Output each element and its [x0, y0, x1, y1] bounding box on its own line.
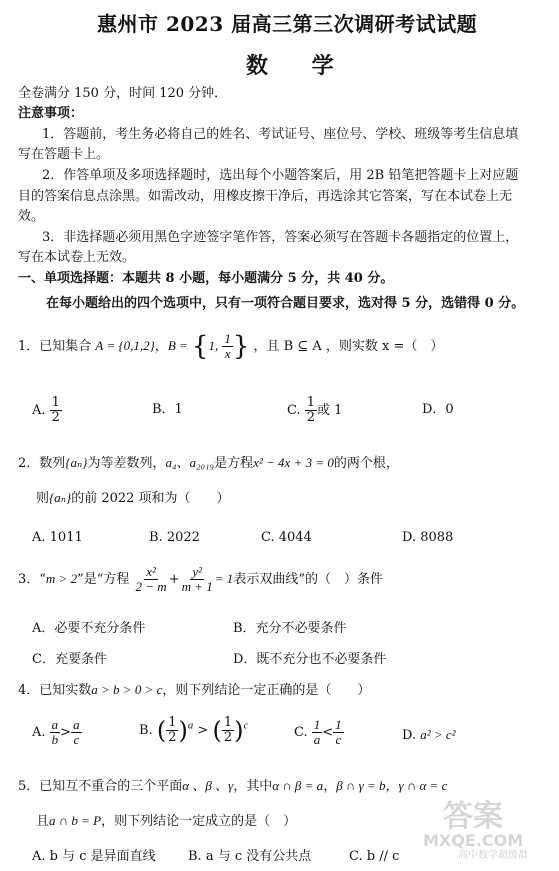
- q3-mid: ”是“方程: [77, 572, 130, 587]
- exam-title: 惠州市 2023 届高三第三次调研考试试题: [97, 12, 478, 36]
- question-3: [18, 565, 383, 594]
- q3-suffix: 表示双曲线”的（ ）条件: [233, 572, 383, 587]
- right-brace: }: [232, 331, 250, 362]
- q3-prefix: 3．“: [18, 572, 46, 587]
- q3-condition: m > 2: [45, 571, 78, 586]
- option-fraction: [333, 718, 344, 747]
- exponent: c: [243, 719, 249, 732]
- option-label: D.: [402, 728, 417, 743]
- option-label: C.: [294, 725, 308, 740]
- q2-equation: x² − 4x + 3 = 0: [253, 455, 334, 470]
- q2-text-f: 的前 2022 项和为（ ）: [71, 491, 230, 506]
- fraction-denominator: 2: [223, 730, 233, 745]
- q5-intersection-2: β ∩ γ = b，γ ∩ α = c: [336, 778, 448, 793]
- fraction-numerator: a: [73, 717, 80, 732]
- q1-option-a: [32, 396, 62, 425]
- fraction-denominator: m + 1: [181, 579, 213, 594]
- q1-prefix: 1．已知集合: [18, 339, 96, 354]
- q3-option-c: C．充要条件: [32, 652, 107, 667]
- q2-text-a: 2．数列: [18, 456, 66, 471]
- q2-terms: a₄、a₂₀₁₉: [165, 455, 215, 470]
- q3-fraction-2: [180, 565, 215, 594]
- q2-text-e: 则: [36, 491, 50, 506]
- q4-suffix: ，则下列结论一定正确的是（ ）: [162, 683, 371, 698]
- q1-option-c: [287, 396, 342, 425]
- question-2-line-2: [36, 489, 230, 508]
- q5-option-a: A. b 与 c 是异面直线: [32, 849, 156, 864]
- q2-option-b: B. 2022: [149, 530, 200, 545]
- q2-sequence: {aₙ}: [65, 455, 88, 470]
- q1-set-b-fraction: [222, 332, 233, 361]
- q4-option-a: [32, 718, 82, 747]
- fraction-numerator: x²: [146, 564, 156, 579]
- q5-planes: α 、β 、γ: [182, 778, 234, 793]
- note-2-line-3: 效。: [18, 209, 45, 224]
- q5-text-d: 且: [36, 814, 50, 829]
- q2-sequence-2: {aₙ}: [49, 490, 72, 505]
- question-5-line-2: [36, 812, 296, 831]
- q1-set-b-label: B =: [167, 338, 188, 353]
- watermark-text-1: 答案: [443, 799, 503, 834]
- option-label: A.: [32, 403, 46, 418]
- q2-text-b: 为等差数列，: [87, 456, 166, 471]
- fraction-numerator: 1: [306, 395, 316, 410]
- fraction-denominator: 2: [51, 410, 60, 425]
- fraction-numerator: 1: [224, 331, 231, 346]
- fraction-numerator: 1: [313, 717, 321, 732]
- q2-option-a: A. 1011: [32, 530, 83, 545]
- q1-comma: ，: [154, 339, 168, 354]
- subject-title: 数 学: [246, 53, 352, 79]
- option-expression: a² > c²: [420, 727, 456, 742]
- option-fraction: [50, 396, 62, 425]
- right-paren: ): [178, 716, 188, 745]
- fraction-denominator: c: [73, 732, 80, 747]
- fraction-numerator: y²: [192, 564, 203, 579]
- option-fraction: [312, 718, 323, 747]
- note-1-line-2: 写在答题卡上。: [18, 147, 110, 162]
- option-fraction: [222, 716, 234, 745]
- q1-option-b: B．1: [152, 402, 183, 417]
- watermark-text-2: MXQE.COM: [423, 831, 524, 850]
- q4-option-b: [139, 716, 248, 745]
- fraction-numerator: 1: [51, 395, 60, 410]
- option-fraction: [305, 396, 317, 425]
- q1-option-d: D．0: [422, 402, 454, 417]
- left-brace: {: [191, 331, 209, 362]
- question-2-line-1: [18, 454, 399, 473]
- q5-text-b: ，其中: [233, 779, 273, 794]
- q5-option-c: C. b // c: [349, 849, 400, 864]
- q4-option-c: [294, 718, 344, 747]
- fraction-denominator: b: [51, 732, 59, 747]
- option-label: B.: [139, 723, 153, 738]
- note-2-line-1: 2．作答单项及多项选择题时，选出每个小题答案后，用 2B 铅笔把答题卡上对应题: [42, 168, 519, 183]
- fraction-denominator: a: [313, 732, 321, 747]
- section-1-heading: 一、单项选择题：本题共 8 小题，每小题满分 5 分，共 40 分。: [18, 271, 394, 286]
- option-fraction: [50, 718, 61, 747]
- comparison-operator: >: [197, 723, 209, 738]
- right-paren: ): [234, 716, 244, 745]
- q4-prefix: 4．已知实数: [18, 683, 92, 698]
- q5-text-c: ，: [323, 779, 337, 794]
- fraction-denominator: 2: [168, 730, 177, 745]
- option-fraction: [166, 716, 178, 745]
- exponent: a: [187, 719, 194, 732]
- q1-set-b-first: 1,: [208, 338, 219, 353]
- q1-set-a: A = {0,1,2}: [95, 338, 155, 353]
- q2-option-c: C. 4044: [261, 530, 312, 545]
- watermark-text-3: 高中数学超级群: [458, 850, 528, 861]
- q2-option-d: D. 8088: [402, 530, 454, 545]
- plus-sign: +: [168, 572, 180, 587]
- q3-option-b: B．充分不必要条件: [233, 621, 347, 636]
- fraction-numerator: 1: [223, 715, 233, 730]
- fraction-denominator: x: [224, 346, 231, 361]
- option-tail: 或 1: [317, 403, 343, 418]
- q3-option-a: A．必要不充分条件: [32, 621, 146, 636]
- section-1-instruction: 在每小题给出的四个选项中，只有一项符合题目要求，选对得 5 分，选错得 0 分。: [46, 296, 525, 311]
- q4-option-d: [402, 726, 456, 745]
- q2-text-d: 的两个根，: [333, 456, 399, 471]
- option-fraction: [71, 718, 82, 747]
- note-3-line-1: 3．非选择题必须用黑色字迹签字笔作答，答案必须写在答题卡各题指定的位置上，: [42, 230, 519, 245]
- fraction-numerator: 1: [335, 717, 342, 732]
- q2-text-c: 是方程: [214, 456, 254, 471]
- left-paren: (: [212, 716, 222, 745]
- q3-fraction-1: [134, 565, 169, 594]
- fraction-numerator: 1: [168, 715, 177, 730]
- fraction-denominator: 2: [306, 410, 316, 425]
- q3-equals: = 1: [214, 571, 234, 586]
- comparison-operator: <: [322, 725, 334, 740]
- q1-condition: ，且 B ⊆ A ，则实数 x =（ ）: [253, 339, 444, 354]
- note-1-line-1: 1．答题前，考生务必将自己的姓名、考试证号、座位号、学校、班级等考生信息填: [42, 127, 519, 142]
- q5-text-a: 5．已知互不重合的三个平面: [18, 779, 183, 794]
- watermark-logo: [403, 796, 553, 861]
- option-label: A.: [32, 725, 46, 740]
- fraction-denominator: 2 − m: [135, 579, 167, 594]
- question-4: [18, 681, 370, 700]
- note-3-line-2: 写在本试卷上无效。: [18, 250, 136, 265]
- score-time-info: 全卷满分 150 分，时间 120 分钟．: [18, 86, 228, 101]
- fraction-numerator: a: [51, 717, 59, 732]
- notes-heading: 注意事项：: [18, 106, 84, 121]
- q5-intersection-1: α ∩ β = a: [272, 778, 324, 793]
- comparison-operator: >: [60, 725, 72, 740]
- note-2-line-2: 目的答案信息点涂黑。如需改动，用橡皮擦干净后，再选涂其它答案，写在本试卷上无: [18, 189, 513, 204]
- q5-intersection-3: a ∩ b = P: [49, 813, 102, 828]
- q4-condition: a > b > 0 > c: [91, 682, 163, 697]
- question-1: [18, 332, 443, 361]
- q5-option-b: B. a 与 c 没有公共点: [188, 849, 312, 864]
- left-paren: (: [156, 716, 167, 745]
- q5-text-e: ，则下列结论一定成立的是（ ）: [101, 814, 297, 829]
- option-label: C.: [287, 403, 301, 418]
- fraction-denominator: c: [335, 732, 342, 747]
- question-5-line-1: [18, 777, 447, 796]
- q3-option-d: D．既不充分也不必要条件: [233, 652, 387, 667]
